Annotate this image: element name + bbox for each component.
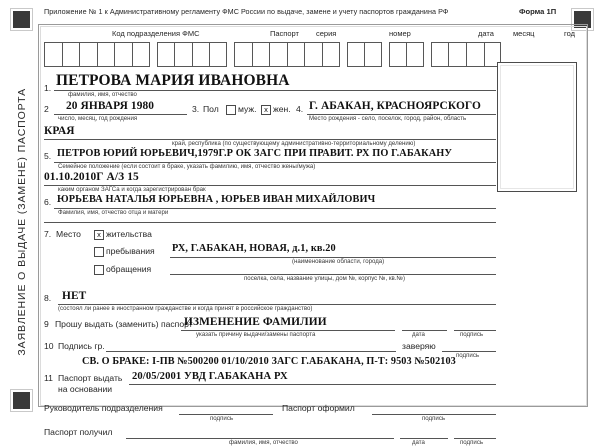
code-box[interactable]: [364, 42, 382, 67]
marriage-registration-value[interactable]: 01.10.2010Г А/З 15: [44, 171, 139, 183]
code-box[interactable]: [97, 42, 115, 67]
field-row-signature: [44, 338, 544, 358]
code-box[interactable]: [209, 42, 227, 67]
residence-option-stay-label: пребывания: [106, 246, 155, 256]
parents-value[interactable]: ЮРЬЕВА НАТАЛЬЯ ЮРЬЕВНА , ЮРЬЕВ ИВАН МИХАЙЛОВИЧ: [57, 194, 376, 205]
code-box[interactable]: [132, 42, 150, 67]
passport-received-sign-caption: подпись: [460, 439, 484, 446]
code-box[interactable]: [114, 42, 132, 67]
code-box[interactable]: [322, 42, 340, 67]
request-reason-caption: указать причину выдачи/замены паспорта: [196, 331, 316, 338]
field-row-request: [44, 315, 544, 337]
field-row-received: [44, 425, 544, 447]
code-box[interactable]: [62, 42, 80, 67]
number-boxes[interactable]: [234, 42, 340, 67]
line1-number: 1.: [44, 83, 52, 93]
registration-mark-icon: [11, 390, 32, 411]
divider-after-parents: [44, 216, 544, 226]
series-boxes[interactable]: [157, 42, 227, 67]
birthplace-region-caption: край, республика (по существующему административно-территориальному делению): [172, 140, 416, 147]
basis-note-value[interactable]: СВ. О БРАКЕ: I-ПВ №500200 01/10/2010 ЗАГС Г.АБАКАНА, П-Т: 9503 №502103: [82, 356, 456, 367]
code-box[interactable]: [44, 42, 62, 67]
parents-caption: Фамилия, имя, отчество отца и матери: [58, 209, 169, 216]
day-label: дата: [478, 29, 494, 38]
code-box[interactable]: [157, 42, 175, 67]
issue-label: Паспорт выдать: [58, 373, 123, 383]
field-row-officials: [44, 401, 544, 423]
code-box[interactable]: [406, 42, 424, 67]
sex-female-label: жен.: [273, 104, 291, 114]
residence-option-stay-checkbox[interactable]: [94, 247, 104, 257]
request-label: Прошу выдать (заменить) паспорт: [55, 319, 193, 329]
number-label: номер: [389, 29, 411, 38]
code-strip-boxes: [44, 42, 508, 67]
form-body: [44, 72, 544, 447]
line10-number: 10: [44, 341, 54, 351]
field-row-residence: [44, 228, 544, 280]
code-box[interactable]: [234, 42, 252, 67]
line8-number: 8.: [44, 293, 52, 303]
appendix-header-text: Приложение № 1 к Административному регламенту ФМС России по выдаче, замене и учету паспортов гражданина РФ: [44, 7, 449, 16]
birthdate-value[interactable]: 20 ЯНВАРЯ 1980: [66, 100, 155, 112]
issue-basis-value[interactable]: 20/05/2001 УВД Г.АБАКАНА РХ: [132, 371, 288, 382]
head-of-division-label: Руководитель подразделения: [44, 403, 163, 413]
birthdate-caption: число, месяц, год рождения: [58, 115, 138, 122]
code-box[interactable]: [269, 42, 287, 67]
birthplace-value[interactable]: Г. АБАКАН, КРАСНОЯРСКОГО: [309, 100, 481, 112]
birthplace-region-value[interactable]: КРАЯ: [44, 125, 75, 137]
sex-male-label: муж.: [238, 104, 257, 114]
request-date-caption: дата: [412, 331, 425, 338]
passport-prepared-sign-caption: подпись: [422, 415, 446, 422]
form-number-label: Форма 1П: [519, 7, 557, 16]
residence-option-residence-checkbox[interactable]: x: [94, 230, 104, 240]
code-box[interactable]: [448, 42, 466, 67]
code-box[interactable]: [192, 42, 210, 67]
year-boxes[interactable]: [431, 42, 501, 67]
line5-number: 5.: [44, 151, 52, 161]
residence-address-value[interactable]: РХ, Г.АБАКАН, НОВАЯ, д.1, кв.20: [172, 243, 336, 254]
field-row-issue-basis: [44, 371, 544, 397]
division-code-label: Код подразделения ФМС: [112, 29, 200, 38]
code-strip-labels: [44, 29, 575, 41]
request-sign-caption: подпись: [460, 331, 484, 338]
citizenship-value[interactable]: НЕТ: [62, 290, 87, 302]
issue-basis-label: на основании: [58, 384, 113, 394]
birthplace-caption: Место рождения - село, поселок, город, район, область: [309, 115, 467, 122]
marital-caption: Семейное положение (если состоит в браке, указать фамилию, имя, отчество жены/мужа): [58, 163, 316, 170]
passport-received-caption: фамилия, имя, отчество: [229, 439, 298, 446]
code-box[interactable]: [466, 42, 484, 67]
code-box[interactable]: [174, 42, 192, 67]
field-row-fullname: [44, 72, 544, 96]
fullname-value[interactable]: ПЕТРОВА МАРИЯ ИВАНОВНА: [56, 72, 290, 89]
line6-number: 6.: [44, 197, 52, 207]
field-row-birthplace-region: [44, 125, 544, 145]
sex-female-checkbox[interactable]: x: [261, 105, 271, 115]
passport-received-date-caption: дата: [412, 439, 425, 446]
code-box[interactable]: [252, 42, 270, 67]
field-row-parents: [44, 194, 544, 216]
line3-number: 3.: [192, 104, 200, 114]
marital-spouse-value[interactable]: ПЕТРОВ ЮРИЙ ЮРЬЕВИЧ,1979Г.Р ОК ЗАГС ПРИ ПРАВИТ. РХ ПО Г.АБАКАНУ: [57, 148, 453, 159]
month-boxes[interactable]: [389, 42, 424, 67]
field-row-marital: [44, 148, 544, 168]
registration-mark-icon: [11, 9, 32, 30]
year-label: год: [564, 29, 575, 38]
residence-address-caption-2: поселка, села, название улицы, дом №, корпус №, кв.№): [244, 275, 406, 282]
code-box[interactable]: [304, 42, 322, 67]
line11-number: 11: [44, 373, 53, 383]
residence-label: Место: [56, 229, 81, 239]
line2-number: 2: [44, 104, 49, 114]
field-row-basis-note: [44, 356, 544, 371]
certify-label: заверяю: [402, 341, 436, 351]
code-box[interactable]: [431, 42, 449, 67]
month-label: месяц: [513, 29, 535, 38]
line7-number: 7.: [44, 229, 52, 239]
fullname-caption: фамилия, имя, отчество: [68, 91, 137, 98]
request-reason-value[interactable]: ИЗМЕНЕНИЕ ФАМИЛИИ: [184, 316, 327, 328]
field-row-citizenship: [44, 290, 544, 310]
passport-label: Паспорт: [270, 29, 299, 38]
division-code-boxes[interactable]: [44, 42, 150, 67]
line9-number: 9: [44, 319, 49, 329]
residence-option-appeal-checkbox[interactable]: [94, 265, 104, 275]
series-label: серия: [316, 29, 337, 38]
code-box[interactable]: [389, 42, 407, 67]
code-box[interactable]: [287, 42, 305, 67]
line4-number: 4.: [296, 104, 304, 114]
passport-received-label: Паспорт получил: [44, 427, 113, 437]
code-box[interactable]: [347, 42, 365, 67]
sex-label: Пол: [203, 104, 219, 114]
vertical-form-title-text: ЗАЯВЛЕНИЕ О ВЫДАЧЕ (ЗАМЕНЕ) ПАСПОРТА: [16, 88, 28, 356]
residence-address-caption: (наименование области, города): [292, 258, 385, 265]
field-row-birth-sex-place: [44, 100, 544, 122]
certify-sign-caption: подпись: [456, 352, 480, 359]
day-boxes[interactable]: [347, 42, 382, 67]
marriage-registration-caption: каким органом ЗАГСа и когда зарегистрирован брак: [58, 186, 206, 193]
code-box[interactable]: [79, 42, 97, 67]
signature-label: Подпись гр.: [58, 341, 105, 351]
vertical-form-title: [12, 62, 32, 382]
citizenship-caption: (состоял ли ранее в иностранном гражданстве и когда принят в российское гражданство): [58, 305, 313, 312]
head-of-division-sign-caption: подпись: [210, 415, 234, 422]
residence-option-residence-label: жительства: [106, 229, 152, 239]
field-row-marriage-registration: [44, 171, 544, 191]
residence-option-appeal-label: обращения: [106, 264, 152, 274]
passport-prepared-label: Паспорт оформил: [282, 403, 355, 413]
sex-male-checkbox[interactable]: [226, 105, 236, 115]
